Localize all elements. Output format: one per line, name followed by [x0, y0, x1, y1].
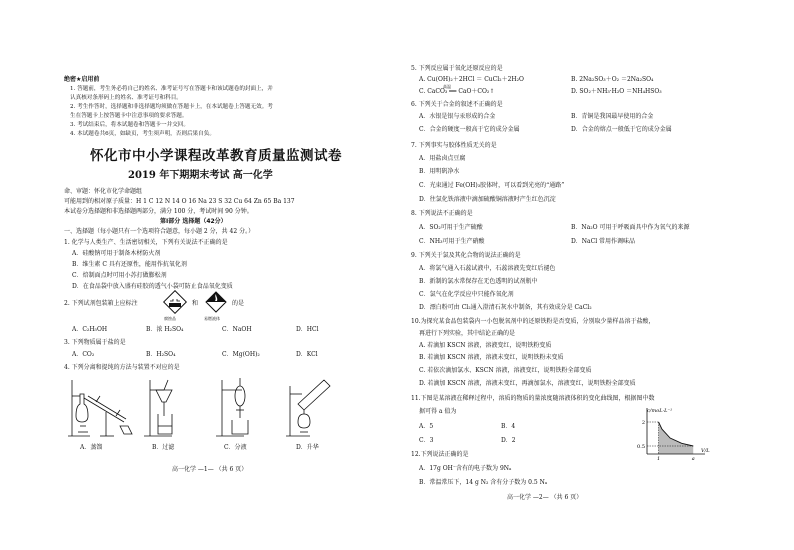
- q10-stem: 10.为探究某食品包装袋内一小包脱氧剂中的还原铁粉是否变质，分别取少量样品溶于盐酸，: [411, 318, 655, 325]
- q3-option-d: D．KCl: [296, 351, 318, 358]
- q5-option-c: C. CaCO₃ ══ CaO＋CO₂↑: [419, 88, 495, 95]
- exam-title: 怀化市中小学课程改革教育质量监测试卷: [90, 148, 342, 164]
- q8-option-b: B．Na₂O 可用于呼吸面具中作为氧气的来源: [571, 224, 690, 231]
- q7-option-b: B．用明矾净水: [419, 168, 460, 175]
- right-page: [397, 0, 794, 550]
- chart-y-tick-label: 0.5: [637, 444, 645, 450]
- q7-option-d: D．往氯化铁溶液中滴加硫酸铜溶液时产生红色沉淀: [419, 196, 556, 203]
- q2-stem-and: 和: [192, 300, 199, 307]
- chart-area-shading: [659, 422, 694, 454]
- q12-option-b: B．常温常压下，14 g N₂ 含有分子数为 0.5 Nₐ: [419, 479, 548, 486]
- q10-option-a: A. 若滴加 KSCN 溶液，溶液变红，说明铁粉变质: [419, 342, 552, 349]
- q1-option-a: A．硅酸钠可用于制备木材防火剂: [72, 250, 161, 257]
- q1-option-b: B．维生素 C 具有还原性，能用作抗氧化剂: [72, 261, 187, 268]
- q1-option-d: D．在食品袋中放入盛有硅胶的透气小袋可防止食品氧化变质: [72, 283, 233, 290]
- exam-info: 本试卷分选择题和非选择题两部分，满分 100 分，考试时间 90 分钟。: [64, 208, 253, 215]
- flammable-hazard-icon: [204, 290, 228, 314]
- q10-option-d: D. 若滴加 KSCN 溶液，溶液未变红，再滴加氯水，溶液变红，说明铁粉全部变质: [419, 380, 636, 387]
- q5-option-d: D. SO₂＋NH₃·H₂O ＝NH₄HSO₃: [571, 88, 662, 95]
- note-4: 4. 本试题卷共6页，如缺页，考生须声明，否则后果自负。: [70, 131, 215, 137]
- q7-option-a: A．用盐卤点豆腐: [419, 155, 466, 162]
- q6-option-d: D．合金的熔点一般低于它的成分金属: [571, 126, 672, 133]
- q4-stem: 4. 下列分离和提纯的方法与装置不对应的是: [64, 364, 180, 371]
- confidential-label: 绝密★启用前: [64, 76, 100, 83]
- q8-option-a: A．SO₂可用于生产硫酸: [419, 224, 483, 231]
- separatory-funnel-icon: [214, 376, 264, 438]
- q3-option-a: A．CO₂: [72, 351, 95, 358]
- q8-stem: 8. 下列说法不正确的是: [411, 210, 473, 217]
- filtration-apparatus-icon: [142, 376, 192, 438]
- chart-y-tick-label: 2: [641, 420, 645, 426]
- corrosive-label: 腐蚀品: [164, 316, 176, 321]
- q8-option-c: C．NH₃可用于生产硝酸: [419, 238, 485, 245]
- q9-option-a: A．将氯气通入石蕊试液中，石蕊溶液先变红后褪色: [419, 265, 556, 272]
- q2-option-d: D．HCl: [296, 326, 319, 333]
- section1-heading: 一、选择题（每小题只有一个选项符合题意，每小题 2 分，共 42 分。）: [64, 228, 255, 235]
- note-2b: 生在答题卡上按答题卡中注意事项的要求答题。: [70, 113, 188, 119]
- chart-x-tick-label: a: [691, 456, 695, 462]
- right-page-footer: 高一化学 —2— （共 6 页）: [507, 494, 583, 501]
- note-1: 1. 答题前，考生务必将自己的姓名、准考证号写在答题卡和该试题卷的封面上，并: [70, 86, 273, 92]
- q3-option-b: B．H₂SO₄: [146, 351, 176, 358]
- q11-option-c: C．3: [419, 437, 434, 444]
- q5-option-a: A. Cu(OH)₂＋2HCl ＝ CuCl₂＋2H₂O: [419, 76, 524, 83]
- q11-option-d: D．2: [501, 437, 516, 444]
- q2-option-a: A．C₂H₅OH: [72, 326, 108, 333]
- distillation-apparatus-icon: [66, 376, 136, 438]
- q4-option-b: B．过滤: [152, 444, 175, 451]
- q9-option-b: B．新制的氯水常保存在无色透明的试剂瓶中: [419, 278, 538, 285]
- q7-option-c: C．光束通过 Fe(OH)₃胶体时，可以看到光亮的“通路”: [419, 182, 565, 189]
- atomic-masses: 可能用到的相对原子质量：H 1 C 12 N 14 O 16 Na 23 S 32 Cu 64 Zn 65 Ba 137: [64, 198, 295, 205]
- q8-option-d: D．NaCl 常用作调味品: [571, 238, 636, 245]
- q6-option-a: A．水银是银与汞形成的合金: [419, 113, 496, 120]
- q4-option-a: A．蒸馏: [80, 444, 103, 451]
- q11-stem-2: 据可得 a 值为: [419, 408, 457, 415]
- q6-option-b: B．青铜是我国最早使用的合金: [571, 113, 654, 120]
- q10-option-b: B. 若滴加 KSCN 溶液，溶液未变红，说明铁粉未变质: [419, 354, 564, 361]
- q3-stem: 3. 下列物质属于盐的是: [64, 339, 126, 346]
- q1-option-c: C．焙制面点时可用小苏打做膨松剂: [72, 272, 167, 279]
- part1-heading: 第Ⅰ部分 选择题（42分）: [160, 218, 227, 225]
- flammable-label: 易燃液体: [204, 316, 220, 321]
- q5-condition: 高温: [443, 84, 451, 89]
- q2-option-c: C．NaOH: [222, 326, 252, 333]
- q12-stem: 12.下列说法正确的是: [411, 451, 469, 458]
- author-line: 命、审题：怀化市化学命题组: [64, 188, 143, 195]
- q2-stem-after: 的是: [232, 300, 245, 307]
- q11-option-b: B．4: [501, 423, 516, 430]
- q2-option-b: B．浓 H₂SO₄: [146, 326, 184, 333]
- q7-stem: 7. 下列事实与胶体性质无关的是: [411, 142, 497, 149]
- q9-stem: 9. 下列关于氯及其化合物的说法正确的是: [411, 252, 521, 259]
- sublimation-apparatus-icon: [284, 376, 344, 438]
- q4-option-c: C．分液: [224, 444, 247, 451]
- q12-option-a: A．17g OH⁻含有的电子数为 9Nₐ: [419, 465, 512, 472]
- q6-stem: 6. 下列关于合金的叙述不正确的是: [411, 101, 503, 108]
- exam-subtitle: 2019 年下期期末考试 高一化学: [128, 170, 273, 181]
- q11-concentration-chart: [633, 406, 713, 464]
- q1-stem: 1. 化学与人类生产、生活密切相关，下列有关说法不正确的是: [64, 239, 228, 246]
- q9-option-d: D．漂白粉可由 Cl₂通入澄清石灰水中制备，其有效成分是 CaCl₂: [419, 304, 592, 311]
- q10-option-c: C. 若依次滴加氯水、KSCN 溶液，溶液变红，说明铁粉全部变质: [419, 367, 592, 374]
- chart-x-tick-label: 1: [656, 456, 661, 462]
- q11-stem: 11.下图是某溶液在稀释过程中，溶质的物质的量浓度随溶液体积的变化曲线图，根据图中数: [411, 395, 655, 402]
- chart-x-axis-label: V/L: [701, 448, 710, 454]
- note-3: 3. 考试结束后，将本试题卷和答题卡一并交回。: [70, 122, 189, 128]
- note-1b: 认真核对条形码上的姓名、准考证号和科目。: [70, 95, 182, 101]
- left-page-footer: 高一化学 —1— （共 6 页）: [172, 466, 248, 473]
- q5-stem: 5. 下列反应属于氧化还原反应的是: [411, 65, 503, 72]
- chart-y-axis-label: c/moL·L⁻¹: [647, 408, 673, 414]
- q3-option-c: C．Mg(OH)₂: [222, 351, 260, 358]
- q9-option-c: C．氯气在化学反应中只能作氧化剂: [419, 291, 514, 298]
- note-2: 2. 考生作答时，选择题和非选择题均须做在答题卡上，在本试题卷上答题无效。考: [70, 104, 273, 110]
- q11-option-a: A．5: [419, 423, 434, 430]
- q6-option-c: C．合金的硬度一般高于它的成分金属: [419, 126, 520, 133]
- q2-stem-before: 2. 下列试剂包装箱上应标注: [64, 300, 138, 307]
- q10-stem-2: 再进行下列实验，其中结论正确的是: [419, 330, 516, 337]
- corrosive-hazard-icon: [163, 290, 187, 314]
- q4-option-d: D．升华: [296, 444, 319, 451]
- q5-option-b: B. 2Na₂SO₃＋O₂ ＝2Na₂SO₄: [571, 76, 654, 83]
